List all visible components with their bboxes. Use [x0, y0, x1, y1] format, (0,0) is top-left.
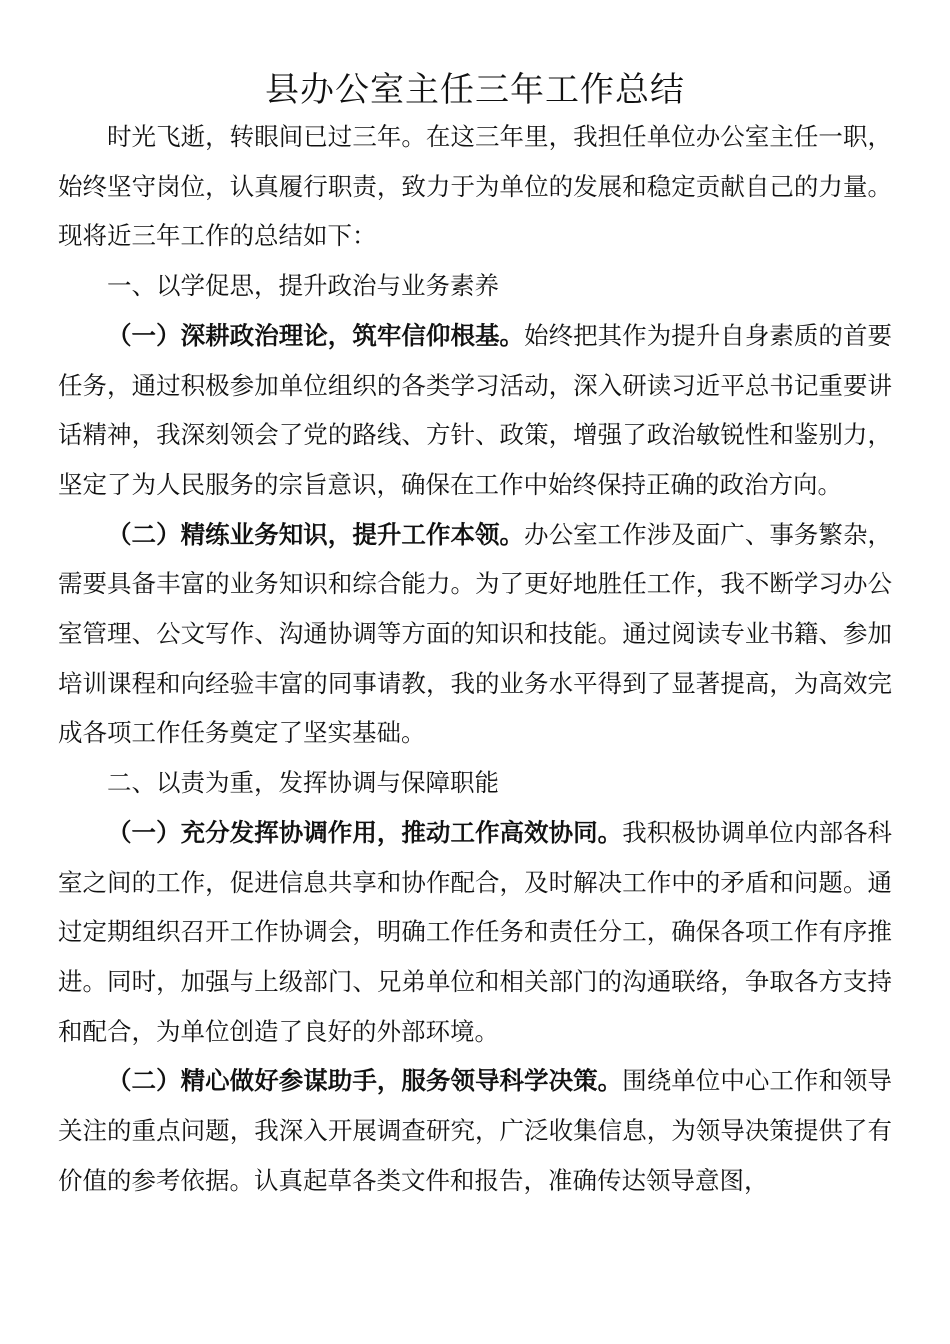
section-1-item-1-paragraph	[58, 311, 892, 510]
section-1-item-2-lead: （二）精练业务知识，提升工作本领。	[107, 519, 525, 549]
intro-paragraph: 时光飞逝，转眼间已过三年。在这三年里，我担任单位办公室主任一职，始终坚守岗位，认真履行职责，致力于为单位的发展和稳定贡献自己的力量。现将近三年工作的总结如下：	[58, 122, 892, 251]
section-1-item-2-paragraph	[58, 510, 892, 759]
section-2-item-1-text: 我积极协调单位内部各科室之间的工作，促进信息共享和协作配合，及时解决工作中的矛盾和问题。通过定期组织召开工作协调会，明确工作任务和责任分工，确保各项工作有序推进。同时，加强与上级部门、兄弟单位和相关部门的沟通联络，争取各方支持和配合，为单位创造了良好的外部环境。	[58, 817, 893, 1046]
document-title: 县办公室主任三年工作总结	[265, 70, 685, 110]
section-1-heading: 一、以学促思，提升政治与业务素养	[107, 271, 499, 301]
section-2-item-1-lead: （一）充分发挥协调作用，推动工作高效协同。	[107, 817, 623, 847]
section-2-item-1-paragraph	[58, 808, 892, 1057]
section-1-item-1-lead: （一）深耕政治理论，筑牢信仰根基。	[107, 320, 525, 350]
section-2-heading: 二、以责为重，发挥协调与保障职能	[107, 768, 499, 798]
section-1-item-2-text: 办公室工作涉及面广、事务繁杂，需要具备丰富的业务知识和综合能力。为了更好地胜任工作，我不断学习办公室管理、公文写作、沟通协调等方面的知识和技能。通过阅读专业书籍、参加培训课程和向经验丰富的同事请教，我的业务水平得到了显著提高，为高效完成各项工作任务奠定了坚实基础。	[58, 519, 892, 748]
section-2-item-2-lead: （二）精心做好参谋助手，服务领导科学决策。	[107, 1066, 623, 1096]
document-body	[58, 112, 892, 1205]
section-2-item-2-text: 围绕单位中心工作和领导关注的重点问题，我深入开展调查研究，广泛收集信息，为领导决策提供了有价值的参考依据。认真起草各类文件和报告，准确传达领导意图，	[58, 1066, 893, 1195]
section-2-item-2-paragraph	[58, 1056, 892, 1205]
section-1-item-1-text: 始终把其作为提升自身素质的首要任务，通过积极参加单位组织的各类学习活动，深入研读习近平总书记重要讲话精神，我深刻领会了党的路线、方针、政策，增强了政治敏锐性和鉴别力，坚定了为人民服务的宗旨意识，确保在工作中始终保持正确的政治方向。	[58, 320, 892, 499]
